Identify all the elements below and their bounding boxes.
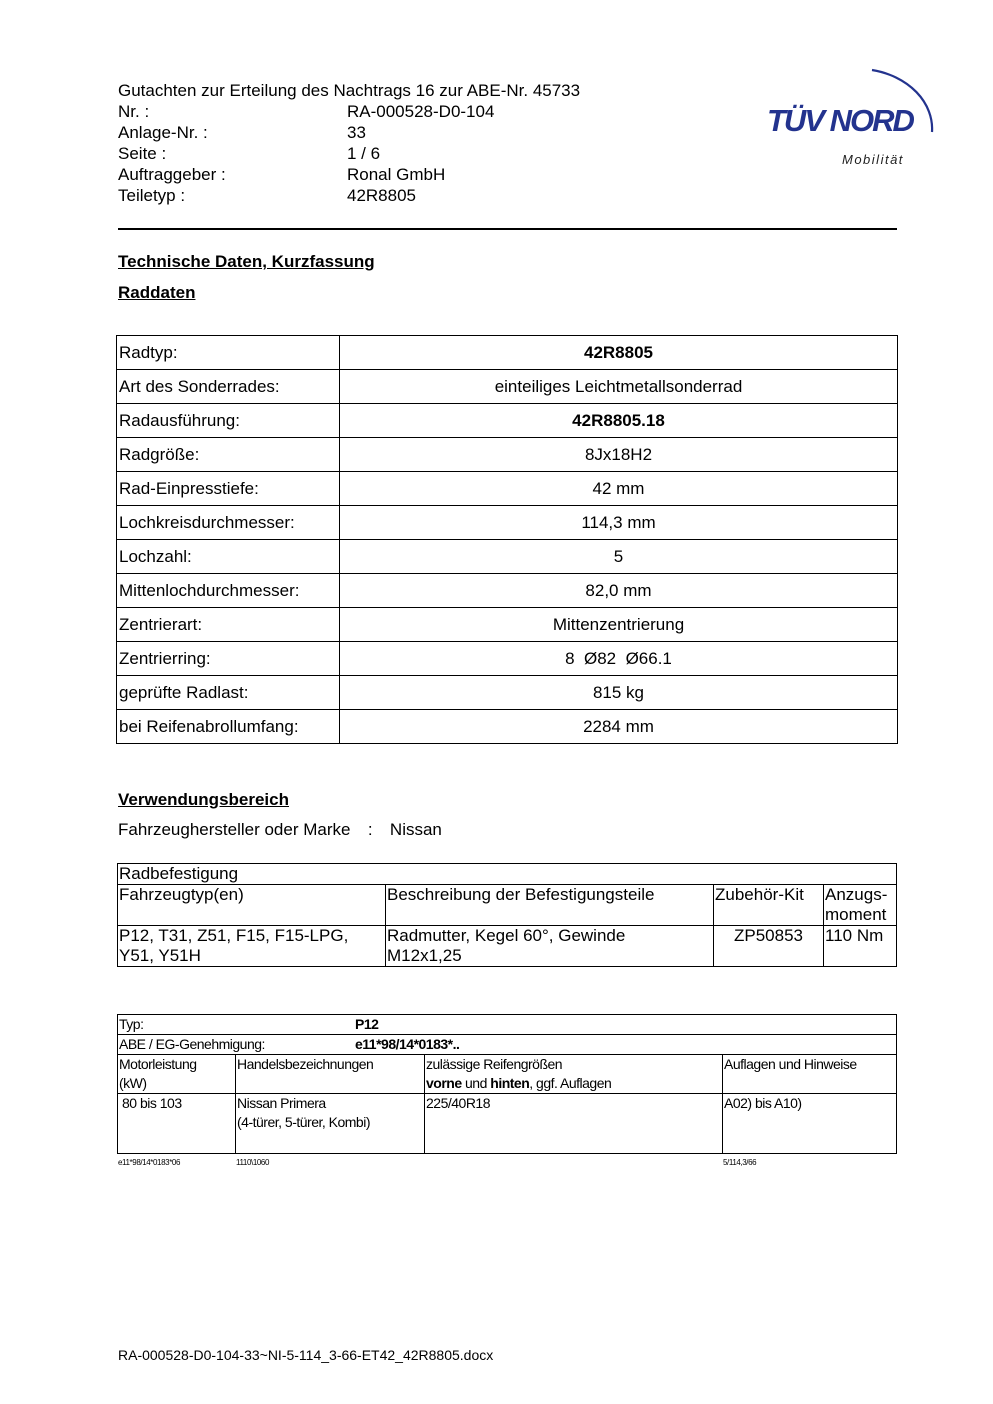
header-bold: hinten [490, 1075, 530, 1091]
manufacturer-value: Nissan [389, 820, 442, 839]
table-row [117, 506, 898, 540]
header-line [426, 1074, 721, 1093]
trade-name-cell [236, 1094, 425, 1154]
table-row [118, 1035, 897, 1055]
header-field-nr [118, 101, 580, 122]
raddaten-table [116, 335, 898, 744]
manufacturer-colon: : [367, 820, 373, 839]
header-line: Motorleistung [119, 1056, 197, 1072]
row-label: Radausführung: [117, 404, 340, 438]
row-value: 2284 mm [340, 710, 898, 744]
manufacturer-line [118, 820, 442, 840]
tire-size-cell: 225/40R18 [425, 1094, 723, 1154]
column-header-motor [118, 1055, 236, 1094]
row-value: 42R8805 [340, 336, 898, 370]
cell-line: (4-türer, 5-türer, Kombi) [237, 1114, 370, 1130]
row-label: bei Reifenabrollumfang: [117, 710, 340, 744]
row-label: Art des Sonderrades: [117, 370, 340, 404]
header-line: zulässige Reifengrößen [426, 1056, 563, 1072]
section-heading-verwendungsbereich: Verwendungsbereich [118, 790, 289, 809]
approval-line [118, 1035, 897, 1055]
kit-cell: ZP50853 [714, 926, 824, 967]
type-label: Typ: [119, 1016, 144, 1032]
column-header [824, 885, 897, 926]
motor-cell: 80 bis 103 [118, 1094, 236, 1154]
table-title: Radbefestigung [118, 864, 897, 885]
table-row [118, 864, 897, 885]
description-cell [386, 926, 714, 967]
small-code-pcd: 5/114,3/66 [723, 1158, 757, 1167]
field-label: Anlage-Nr. : [118, 123, 208, 142]
table-row [117, 336, 898, 370]
approval-label: ABE / EG-Genehmigung: [119, 1036, 265, 1052]
table-header-row [118, 1055, 897, 1094]
row-label: Zentrierart: [117, 608, 340, 642]
field-label: Auftraggeber : [118, 165, 226, 184]
logo-subtitle: Mobilität [842, 152, 904, 167]
section-heading-technische-daten: Technische Daten, Kurzfassung [118, 252, 375, 271]
logo-text: TÜV NORD [767, 103, 913, 138]
header-line: moment [825, 905, 887, 924]
field-value: Ronal GmbH [347, 165, 446, 184]
manufacturer-label: Fahrzeughersteller oder Marke [118, 820, 351, 839]
row-label: Rad-Einpresstiefe: [117, 472, 340, 506]
header-field-auftraggeber [118, 164, 580, 185]
tuev-nord-logo [760, 58, 945, 173]
vehicle-type-table [117, 1014, 897, 1154]
row-label: Lochkreisdurchmesser: [117, 506, 340, 540]
column-header: Beschreibung der Befestigungsteile [386, 885, 714, 926]
field-value: 1 / 6 [347, 144, 381, 163]
column-header-handel: Handelsbezeichnungen [236, 1055, 425, 1094]
table-row [117, 438, 898, 472]
row-value: 5 [340, 540, 898, 574]
small-code-number: 1110\1060 [236, 1158, 270, 1167]
cell-line: P12, T31, Z51, F15, F15-LPG, [119, 926, 349, 945]
column-header-auflagen: Auflagen und Hinweise [723, 1055, 897, 1094]
table-row [117, 472, 898, 506]
row-label: Radgröße: [117, 438, 340, 472]
table-row [117, 608, 898, 642]
row-label: Lochzahl: [117, 540, 340, 574]
row-value: 815 kg [340, 676, 898, 710]
row-value: 82,0 mm [340, 574, 898, 608]
header-text: , ggf. Auflagen [529, 1075, 612, 1091]
table-row [117, 574, 898, 608]
table-row [117, 370, 898, 404]
header-divider [118, 228, 897, 230]
row-label: Radtyp: [117, 336, 340, 370]
type-line [118, 1015, 897, 1035]
field-label: Nr. : [118, 102, 150, 121]
row-label: Zentrierring: [117, 642, 340, 676]
table-row [117, 710, 898, 744]
table-row [117, 676, 898, 710]
table-row [118, 926, 897, 967]
type-value: P12 [355, 1016, 379, 1032]
cell-line: Radmutter, Kegel 60°, Gewinde [387, 926, 626, 945]
row-label: geprüfte Radlast: [117, 676, 340, 710]
header-field-anlage [118, 122, 580, 143]
row-value: Mittenzentrierung [340, 608, 898, 642]
header-line: (kW) [119, 1075, 147, 1091]
row-value: 8Jx18H2 [340, 438, 898, 472]
table-row [117, 404, 898, 438]
column-header: Zubehör-Kit [714, 885, 824, 926]
cell-line: M12x1,25 [387, 946, 462, 965]
row-value: 42 mm [340, 472, 898, 506]
header-line: Anzugs- [825, 885, 888, 904]
notes-cell: A02) bis A10) [723, 1094, 897, 1154]
row-value: 114,3 mm [340, 506, 898, 540]
column-header-reifen [425, 1055, 723, 1094]
document-header [118, 80, 580, 206]
cell-line: Nissan Primera [237, 1095, 326, 1111]
table-row [117, 540, 898, 574]
field-value: 33 [347, 123, 366, 142]
row-value: 42R8805.18 [340, 404, 898, 438]
document-title: Gutachten zur Erteilung des Nachtrags 16 zur ABE-Nr. 45733 [118, 81, 581, 100]
small-code-approval: e11*98/14*0183*06 [118, 1158, 181, 1167]
section-heading-raddaten: Raddaten [118, 283, 196, 302]
header-field-seite [118, 143, 580, 164]
field-label: Teiletyp : [118, 186, 186, 205]
radbefestigung-table [117, 863, 897, 967]
approval-value: e11*98/14*0183*.. [355, 1036, 460, 1052]
header-text: und [461, 1075, 491, 1091]
column-header: Fahrzeugtyp(en) [118, 885, 386, 926]
row-value: einteiliges Leichtmetallsonderrad [340, 370, 898, 404]
table-row [118, 1015, 897, 1035]
torque-cell: 110 Nm [824, 926, 897, 967]
row-value: 8 Ø82 Ø66.1 [340, 642, 898, 676]
field-label: Seite : [118, 144, 167, 163]
cell-line: Y51, Y51H [119, 946, 201, 965]
table-header-row [118, 885, 897, 926]
document-footer-filename: RA-000528-D0-104-33~NI-5-114_3-66-ET42_42R8805.docx [118, 1347, 494, 1363]
row-label: Mittenlochdurchmesser: [117, 574, 340, 608]
vehicle-types-cell [118, 926, 386, 967]
table-row [117, 642, 898, 676]
field-value: RA-000528-D0-104 [347, 102, 495, 121]
header-field-teiletyp [118, 185, 580, 206]
field-value: 42R8805 [347, 186, 417, 205]
table-row [118, 1094, 897, 1154]
header-bold: vorne [426, 1075, 462, 1091]
